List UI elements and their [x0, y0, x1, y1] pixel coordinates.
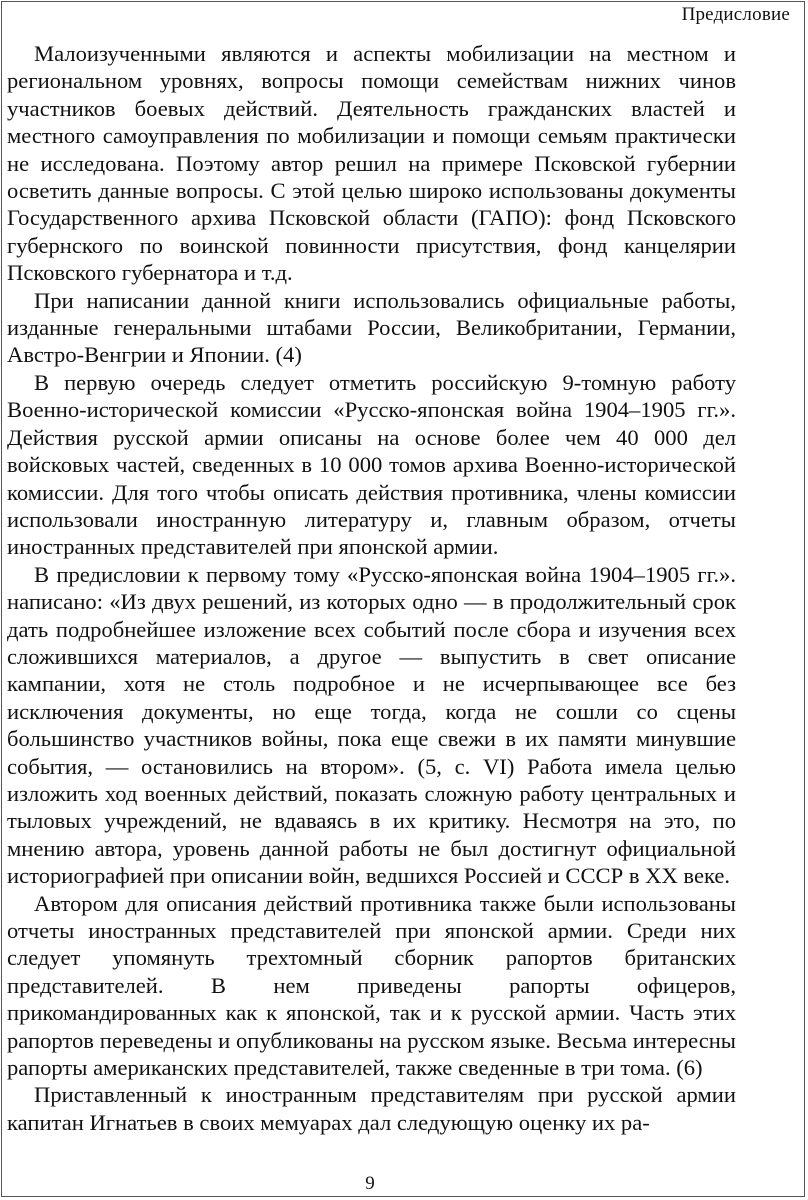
running-title: Предисловие: [681, 4, 790, 25]
paragraph: В первую очередь следует отметить российскую 9-томную работу Военно-исторической комиссии «Русско-японская война 1904–1905 гг.». Действия русской армии описаны на основе более чем 40 000 дел войсковых частей, сведенных в 10 000 томов архива Военно-исторической комиссии. Для того чтобы описать действия противника, члены комиссии использовали иностранную литературу и, главным образом, отчеты иностранных представителей при японской армии.: [7, 369, 736, 560]
paragraph: Малоизученными являются и аспекты мобилизации на местном и региональном уровнях, вопросы помощи семействам нижних чинов участников боевых действий. Деятельность гражданских властей и местного самоуправления по мобилизации и помощи семьям практически не исследована. Поэтому автор решил на примере Псковской губернии осветить данные вопросы. С этой целью широко использованы документы Государственного архива Псковской области (ГАПО): фонд Псковского губернского по воинской повинности присутствия, фонд канцелярии Псковского губернатора и т.д.: [7, 41, 736, 286]
paragraph: В предисловии к первому тому «Русско-японская война 1904–1905 гг.». написано: «Из двух решений, из которых одно — в продолжительный срок дать подробнейшее изложение всех событий после сбора и изучения всех сложившихся материалов, а другое — выпустить в свет описание кампании, хотя не столь подробное и не исчерпывающее все без исключения документы, но еще тогда, когда не сошли со сцены большинство участников войны, пока еще свежи в их памяти минувшие события, — остановились на втором». (5, с. VI) Работа имела целью изложить ход военных действий, показать сложную работу центральных и тыловых учреждений, не вдаваясь в их критику. Несмотря на это, по мнению автора, уровень данной работы не был достигнут официальной историографией при описании войн, ведшихся Россией и СССР в XX веке.: [7, 561, 736, 889]
paragraph: Приставленный к иностранным представителям при русской армии капитан Игнатьев в своих мемуарах дал следующую оценку их ра-: [7, 1082, 736, 1135]
page-number: 9: [365, 1173, 375, 1194]
paragraph: Автором для описания действий противника также были использованы отчеты иностранных представителей при японской армии. Среди них следует упомянуть трехтомный сборник рапортов британских представителей. В нем приведены рапорты офицеров, прикомандированных как к японской, так и к русской армии. Часть этих рапортов переведены и опубликованы на русском языке. Весьма интересны рапорты американских представителей, также сведенные в три тома. (6): [7, 890, 736, 1081]
paragraph: При написании данной книги использовались официальные работы, изданные генеральными штабами России, Великобритании, Германии, Австро-Венгрии и Японии. (4): [7, 287, 736, 368]
body-text: [7, 40, 736, 1136]
